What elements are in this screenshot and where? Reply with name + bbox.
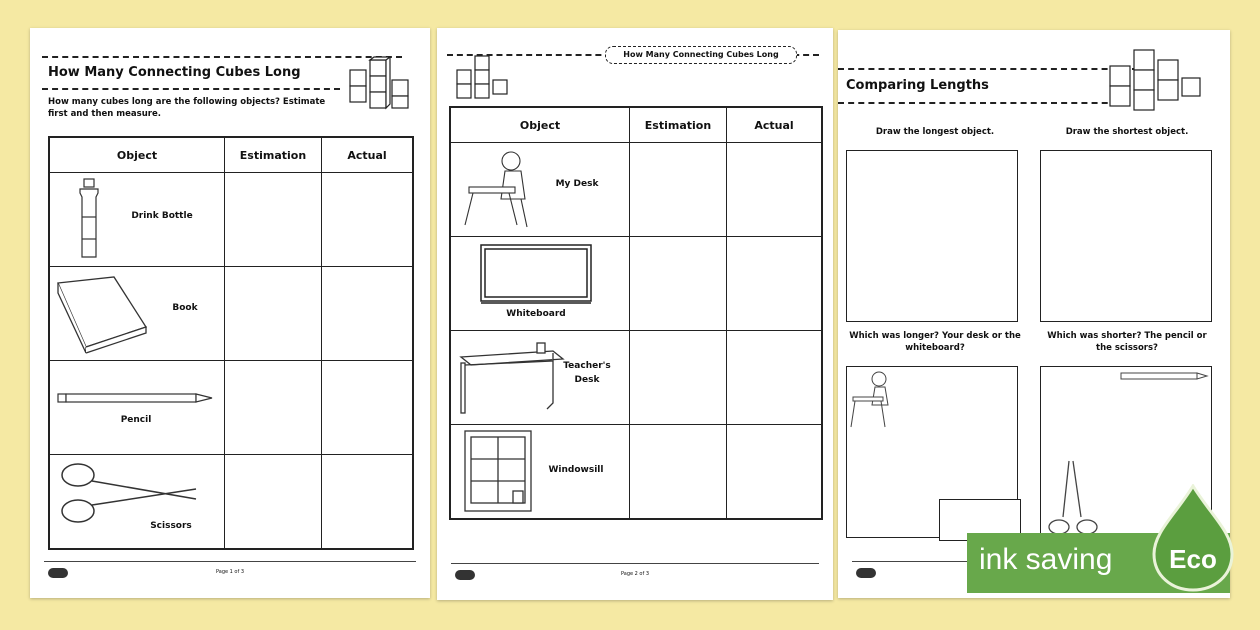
column-header-estimation: Estimation xyxy=(630,107,727,143)
pencil-icon xyxy=(56,391,218,405)
actual-cell[interactable] xyxy=(322,173,414,267)
table-row xyxy=(450,237,822,331)
table-row xyxy=(450,331,822,425)
column-header-actual: Actual xyxy=(322,137,414,173)
table-row xyxy=(49,455,413,549)
actual-cell[interactable] xyxy=(322,267,414,361)
page-title: Comparing Lengths xyxy=(846,78,989,93)
row-label-scissors: Scissors xyxy=(150,521,192,531)
worksheet-page-2 xyxy=(437,28,833,600)
whiteboard-icon xyxy=(477,241,597,307)
drawing-box-shortest[interactable] xyxy=(1040,150,1212,322)
instructions-text: How many cubes long are the following objects? Estimate first and then measure. xyxy=(48,97,326,119)
page-footer xyxy=(44,561,416,584)
connecting-cubes-icon xyxy=(453,52,517,100)
estimation-cell[interactable] xyxy=(225,361,322,455)
actual-cell[interactable] xyxy=(727,331,823,425)
drawing-box-longest[interactable] xyxy=(846,150,1018,322)
actual-cell[interactable] xyxy=(727,143,823,237)
scissors-icon xyxy=(1047,457,1107,537)
actual-cell[interactable] xyxy=(727,237,823,331)
eco-label: Eco xyxy=(1169,544,1217,574)
drink-bottle-icon xyxy=(74,177,104,261)
title-dashed-line-top xyxy=(838,68,1138,70)
estimation-cell[interactable] xyxy=(225,173,322,267)
table-row xyxy=(49,173,413,267)
estimation-cell[interactable] xyxy=(630,331,727,425)
row-label-book: Book xyxy=(172,303,198,313)
title-dashed-line-bottom xyxy=(42,88,340,90)
column-header-estimation: Estimation xyxy=(225,137,322,173)
row-label-pencil: Pencil xyxy=(120,415,152,425)
row-label-drink-bottle: Drink Bottle xyxy=(131,211,193,221)
window-icon xyxy=(461,429,543,515)
header-tab: How Many Connecting Cubes Long xyxy=(605,46,797,64)
ink-saving-text: ink saving xyxy=(979,543,1113,576)
question-longer: Which was longer? Your desk or the whiteboard? xyxy=(849,331,1021,353)
estimation-cell[interactable] xyxy=(225,455,322,549)
row-label-teachers-desk: Teacher's Desk xyxy=(563,361,611,385)
row-label-whiteboard: Whiteboard xyxy=(506,309,566,319)
brand-logo-icon xyxy=(856,568,876,578)
prompt-shortest: Draw the shortest object. xyxy=(1065,127,1189,137)
page-number: Page 1 of 3 xyxy=(215,569,245,575)
column-header-actual: Actual xyxy=(727,107,823,143)
question-shorter: Which was shorter? The pencil or the scissors? xyxy=(1047,331,1207,353)
page-footer xyxy=(451,563,819,586)
actual-cell[interactable] xyxy=(322,361,414,455)
row-label-my-desk: My Desk xyxy=(555,179,599,189)
column-header-object: Object xyxy=(49,137,225,173)
estimation-cell[interactable] xyxy=(630,425,727,519)
worksheet-page-1 xyxy=(30,28,430,598)
eco-leaf-icon xyxy=(1150,484,1236,592)
title-dashed-line-bottom xyxy=(838,102,1128,104)
cubes-table-2 xyxy=(449,106,823,520)
answer-box-longer[interactable] xyxy=(846,366,1018,538)
book-icon xyxy=(54,273,150,355)
row-label-windowsill: Windowsill xyxy=(548,465,604,475)
estimation-cell[interactable] xyxy=(630,143,727,237)
table-row xyxy=(450,143,822,237)
teachers-desk-icon xyxy=(457,339,567,419)
estimation-cell[interactable] xyxy=(630,237,727,331)
table-row xyxy=(49,267,413,361)
cubes-table-1 xyxy=(48,136,414,550)
connecting-cubes-icon xyxy=(1100,44,1210,116)
page-number: Page 2 of 3 xyxy=(620,571,650,577)
table-row xyxy=(450,425,822,519)
connecting-cubes-icon xyxy=(342,56,414,111)
desk-with-child-icon xyxy=(461,147,545,231)
column-header-object: Object xyxy=(450,107,630,143)
desk-with-child-icon xyxy=(849,369,899,433)
page-title: How Many Connecting Cubes Long xyxy=(48,65,301,80)
prompt-longest: Draw the longest object. xyxy=(875,127,995,137)
table-row xyxy=(49,361,413,455)
actual-cell[interactable] xyxy=(727,425,823,519)
pencil-icon xyxy=(1119,371,1211,381)
actual-cell[interactable] xyxy=(322,455,414,549)
estimation-cell[interactable] xyxy=(225,267,322,361)
